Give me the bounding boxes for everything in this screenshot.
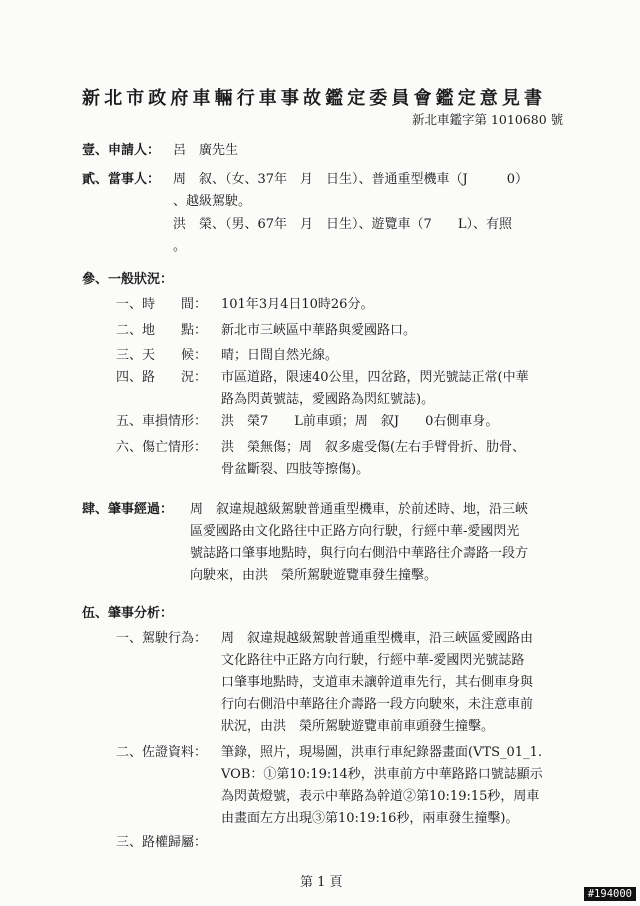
weather-value: 晴；日間自然光線。 bbox=[221, 348, 339, 363]
process-line-1: 周 叙違規越級駕駛普通重型機車，於前述時、地，沿三峽 bbox=[190, 502, 529, 517]
evidence-label: 二、佐證資料： bbox=[116, 745, 208, 760]
road-label: 四、路 況： bbox=[116, 370, 208, 385]
behavior-line-5: 狀況，由洪 榮所駕駛遊覽車前車頭發生撞擊。 bbox=[221, 719, 495, 734]
process-line-3: 號誌路口肇事地點時，與行向右側沿中華路往介壽路一段方 bbox=[190, 546, 529, 561]
injury-label: 六、傷亡情形： bbox=[116, 440, 208, 455]
place-value: 新北市三峽區中華路與愛國路口。 bbox=[221, 323, 417, 338]
road-line-1: 市區道路，限速40公里，四岔路，閃光號誌正常(中華 bbox=[221, 370, 529, 385]
party-1-line-2: 、越級駕駛。 bbox=[173, 194, 252, 209]
behavior-line-1: 周 叙違規越級駕駛普通重型機車，沿三峽區愛國路由 bbox=[221, 631, 534, 646]
behavior-line-3: 口肇事地點時，支道車未讓幹道車先行，其右側車身與 bbox=[221, 675, 534, 690]
applicant-value: 呂 廣先生 bbox=[173, 143, 239, 158]
rights-label: 三、路權歸屬： bbox=[116, 835, 208, 850]
process-line-2: 區愛國路由文化路往中正路方向行駛，行經中華-愛國閃光 bbox=[190, 524, 520, 539]
evidence-line-2: VOB：①第10:19:14秒，洪車前方中華路路口號誌顯示 bbox=[221, 767, 543, 782]
process-line-4: 向駛來，由洪 榮所駕駛遊覽車發生撞擊。 bbox=[190, 568, 438, 583]
evidence-line-4: 由畫面左方出現③第10:19:16秒，兩車發生撞擊)。 bbox=[221, 811, 519, 826]
process-label: 肆、肇事經過： bbox=[82, 502, 174, 517]
time-label: 一、時 間： bbox=[116, 297, 208, 312]
scan-stamp: #194000 bbox=[584, 887, 636, 901]
general-label: 參、一般狀況： bbox=[82, 272, 174, 287]
evidence-line-1: 筆錄，照片，現場圖，洪車行車紀錄器畫面(VTS_01_1. bbox=[221, 745, 542, 760]
document-number: 新北車鑑字第 1010680 號 bbox=[412, 112, 564, 127]
party-1-line-1: 周 叙、（女、37年 月 日生）、普通重型機車（J 0） bbox=[173, 172, 529, 187]
behavior-line-4: 行向右側沿中華路往介壽路一段方向駛來，未注意車前 bbox=[221, 697, 534, 712]
party-2-line-1: 洪 榮、（男、67年 月 日生）、遊覽車（7 L）、有照 bbox=[173, 217, 512, 232]
party-2-line-2: 。 bbox=[173, 239, 187, 254]
damage-label: 五、車損情形： bbox=[116, 414, 208, 429]
behavior-line-2: 文化路往中正路方向行駛，行經中華-愛國閃光號誌路 bbox=[221, 653, 525, 668]
evidence-line-3: 為閃黃燈號，表示中華路為幹道②第10:19:15秒，周車 bbox=[221, 789, 540, 804]
parties-label: 貳、當事人： bbox=[82, 172, 161, 187]
injury-line-1: 洪 榮無傷；周 叙多處受傷(左右手臂骨折、肋骨、 bbox=[221, 440, 526, 455]
applicant-label: 壹、申請人： bbox=[82, 143, 161, 158]
analysis-label: 伍、肇事分析： bbox=[82, 606, 174, 621]
behavior-label: 一、駕駛行為： bbox=[116, 631, 208, 646]
damage-value: 洪 榮7 L前車頭；周 叙J 0右側車身。 bbox=[221, 414, 499, 429]
road-line-2: 路為閃黃號誌，愛國路為閃紅號誌)。 bbox=[221, 392, 435, 407]
weather-label: 三、天 候： bbox=[116, 348, 208, 363]
injury-line-2: 骨盆斷裂、四肢等擦傷)。 bbox=[221, 462, 370, 477]
page-number: 第 1 頁 bbox=[300, 875, 343, 890]
time-value: 101年3月4日10時26分。 bbox=[221, 297, 374, 312]
page-title: 新北市政府車輛行車事故鑑定委員會鑑定意見書 bbox=[82, 88, 547, 109]
place-label: 二、地 點： bbox=[116, 323, 208, 338]
